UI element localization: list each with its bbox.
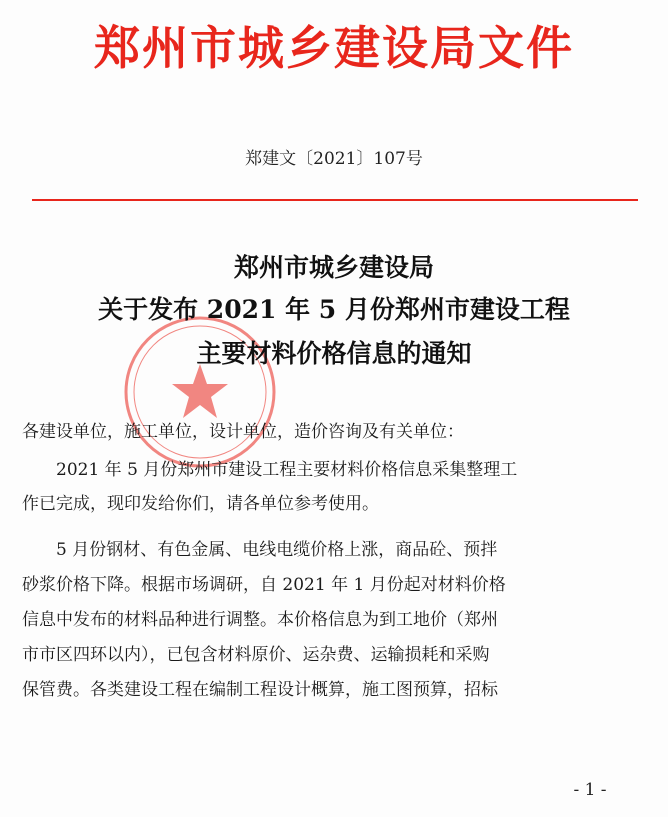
body-line: 市市区四环以内），已包含材料原价、运杂费、运输损耗和采购 [22,645,490,665]
body-line: 砂浆价格下降。根据市场调研，自 2021 年 1 月份起对材料价格 [22,575,506,595]
body-line: 保管费。各类建设工程在编制工程设计概算，施工图预算，招标 [22,680,498,700]
notice-title-line-3: 主要材料价格信息的通知 [196,339,472,368]
body-line: 5 月份钢材、有色金属、电线电缆价格上涨，商品砼、预拌 [22,540,498,560]
document-header-title: 郑州市城乡建设局文件 [94,21,574,75]
body-line: 2021 年 5 月份郑州市建设工程主要材料价格信息采集整理工 [22,460,518,480]
document-number: 郑建文〔2021〕107号 [245,149,423,169]
body-line: 信息中发布的材料品种进行调整。本价格信息为到工地价（郑州 [22,610,498,630]
body-line: 各建设单位，施工单位，设计单位，造价咨询及有关单位： [22,422,464,442]
notice-title-line-1: 郑州市城乡建设局 [233,253,434,282]
header-red-rule [32,199,638,201]
notice-title-line-2: 关于发布 2021 年 5 月份郑州市建设工程 [98,295,570,324]
body-line: 作已完成，现印发给你们，请各单位参考使用。 [22,494,379,514]
page-number: - 1 - [573,780,607,800]
